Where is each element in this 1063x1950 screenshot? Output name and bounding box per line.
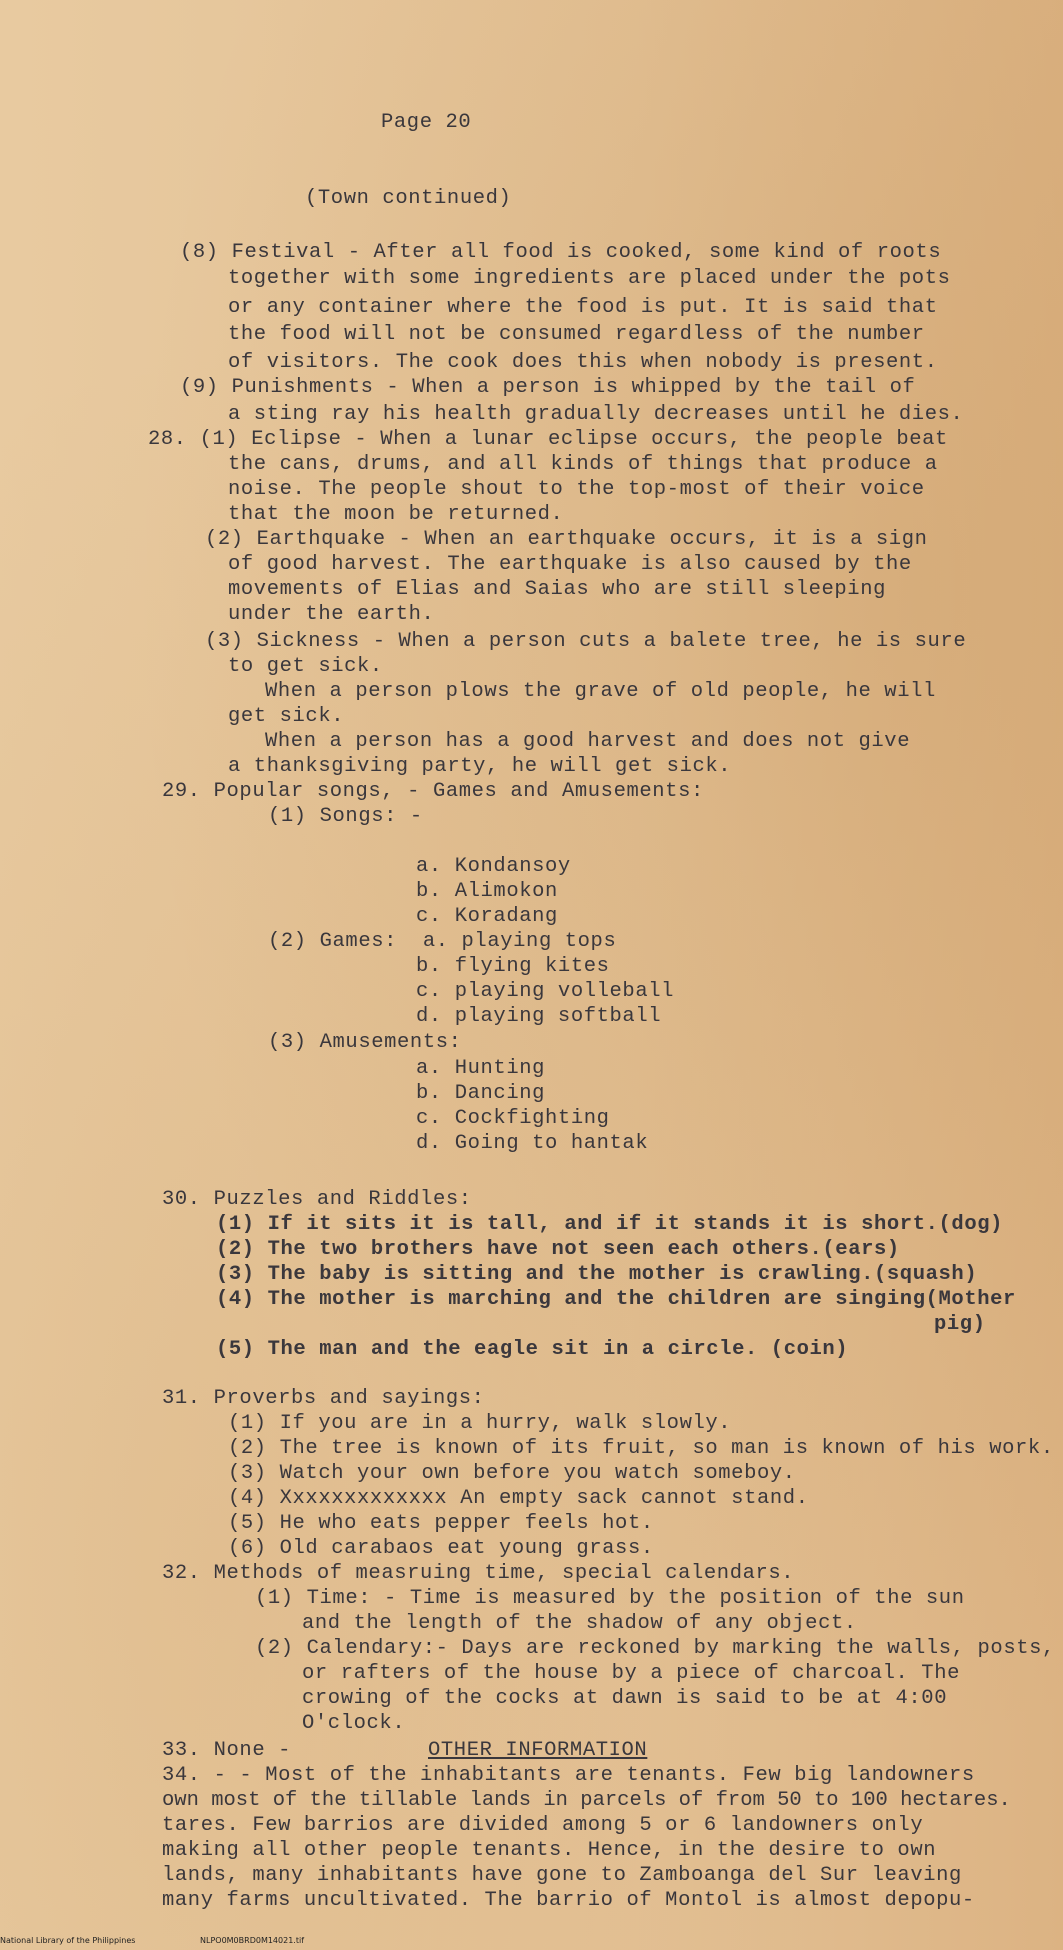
text-line: (1) Songs: - xyxy=(268,805,423,828)
footer-source: National Library of the Philippines xyxy=(0,1936,136,1945)
text-line: b. Alimokon xyxy=(416,880,558,903)
text-line: together with some ingredients are placed under the pots xyxy=(228,267,951,290)
text-line: a sting ray his health gradually decreases until he dies. xyxy=(228,403,964,426)
text-line: b. flying kites xyxy=(416,955,610,978)
continued-note: (Town continued) xyxy=(305,187,512,210)
text-line: a thanksgiving party, he will get sick. xyxy=(228,755,732,778)
text-line: 33. None - xyxy=(162,1739,292,1762)
text-line: or any container where the food is put. It is said that xyxy=(228,296,938,319)
text-line: under the earth. xyxy=(228,603,435,626)
text-line: and the length of the shadow of any object. xyxy=(302,1612,857,1635)
text-line: (2) The tree is known of its fruit, so man is known of his work. xyxy=(228,1437,1054,1460)
text-line: 30. Puzzles and Riddles: xyxy=(162,1188,472,1211)
text-line: (1) If it sits it is tall, and if it stands it is short.(dog) xyxy=(216,1213,1004,1236)
text-line: tares. Few barrios are divided among 5 or 6 landowners only xyxy=(162,1814,924,1837)
text-line: to get sick. xyxy=(228,655,383,678)
text-line: of good harvest. The earthquake is also caused by the xyxy=(228,553,912,576)
text-line: 34. - - Most of the inhabitants are tenants. Few big landowners xyxy=(162,1764,975,1787)
text-line: (2) Earthquake - When an earthquake occurs, it is a sign xyxy=(205,528,928,551)
section-heading: OTHER INFORMATION xyxy=(428,1739,648,1762)
text-line: (5) He who eats pepper feels hot. xyxy=(228,1512,654,1535)
footer-file: NLPO0M0BRD0M14021.tif xyxy=(200,1936,305,1945)
text-line: (8) Festival - After all food is cooked, some kind of roots xyxy=(180,241,942,264)
text-line: that the moon be returned. xyxy=(228,503,564,526)
text-line: (3) Amusements: xyxy=(268,1031,462,1054)
text-line: c. Cockfighting xyxy=(416,1107,610,1130)
text-line: (3) The baby is sitting and the mother is crawling.(squash) xyxy=(216,1263,978,1286)
text-line: d. Going to hantak xyxy=(416,1132,649,1155)
text-line: (9) Punishments - When a person is whipped by the tail of xyxy=(180,376,916,399)
text-line: crowing of the cocks at dawn is said to be at 4:00 xyxy=(302,1687,948,1710)
text-line: of visitors. The cook does this when nobody is present. xyxy=(228,351,938,374)
text-line: (2) The two brothers have not seen each others.(ears) xyxy=(216,1238,900,1261)
text-line: (4) Xxxxxxxxxxxxx An empty sack cannot stand. xyxy=(228,1487,809,1510)
text-line: (6) Old carabaos eat young grass. xyxy=(228,1537,654,1560)
text-line: O'clock. xyxy=(302,1712,406,1735)
text-line: a. Hunting xyxy=(416,1057,546,1080)
text-line: a. Kondansoy xyxy=(416,855,571,878)
text-line: (2) Calendary:- Days are reckoned by marking the walls, posts, xyxy=(255,1637,1055,1660)
text-line: (1) Time: - Time is measured by the position of the sun xyxy=(255,1587,965,1610)
text-line: get sick. xyxy=(228,705,345,728)
text-line: (5) The man and the eagle sit in a circle. (coin) xyxy=(216,1338,849,1361)
text-line: or rafters of the house by a piece of charcoal. The xyxy=(302,1662,961,1685)
text-line: the food will not be consumed regardless of the number xyxy=(228,323,925,346)
text-line: b. Dancing xyxy=(416,1082,546,1105)
text-line: noise. The people shout to the top-most of their voice xyxy=(228,478,925,501)
text-line: making all other people tenants. Hence, in the desire to own xyxy=(162,1839,937,1862)
text-line: 28. (1) Eclipse - When a lunar eclipse occurs, the people beat xyxy=(148,428,948,451)
text-line: movements of Elias and Saias who are still sleeping xyxy=(228,578,887,601)
text-line: (3) Watch your own before you watch someboy. xyxy=(228,1462,796,1485)
text-line: c. playing volleball xyxy=(416,980,675,1003)
text-line: (2) Games: a. playing tops xyxy=(268,930,617,953)
text-line: own most of the tillable lands in parcels of from 50 to 100 hectares. xyxy=(162,1789,1011,1812)
text-line: many farms uncultivated. The barrio of Montol is almost depopu- xyxy=(162,1889,975,1912)
text-line: (4) The mother is marching and the children are singing(Mother xyxy=(216,1288,1016,1311)
text-line: d. playing softball xyxy=(416,1005,662,1028)
text-line: (1) If you are in a hurry, walk slowly. xyxy=(228,1412,732,1435)
text-line: the cans, drums, and all kinds of things that produce a xyxy=(228,453,938,476)
text-line: When a person plows the grave of old people, he will xyxy=(265,680,936,703)
text-line: 29. Popular songs, - Games and Amusements: xyxy=(162,780,704,803)
text-line: When a person has a good harvest and does not give xyxy=(265,730,911,753)
text-line: lands, many inhabitants have gone to Zamboanga del Sur leaving xyxy=(162,1864,962,1887)
text-line: 31. Proverbs and sayings: xyxy=(162,1387,485,1410)
text-line: pig) xyxy=(934,1313,986,1336)
text-line: 32. Methods of measruing time, special calendars. xyxy=(162,1562,795,1585)
text-line: c. Koradang xyxy=(416,905,558,928)
page-number: Page 20 xyxy=(381,111,472,134)
text-line: (3) Sickness - When a person cuts a balete tree, he is sure xyxy=(205,630,967,653)
